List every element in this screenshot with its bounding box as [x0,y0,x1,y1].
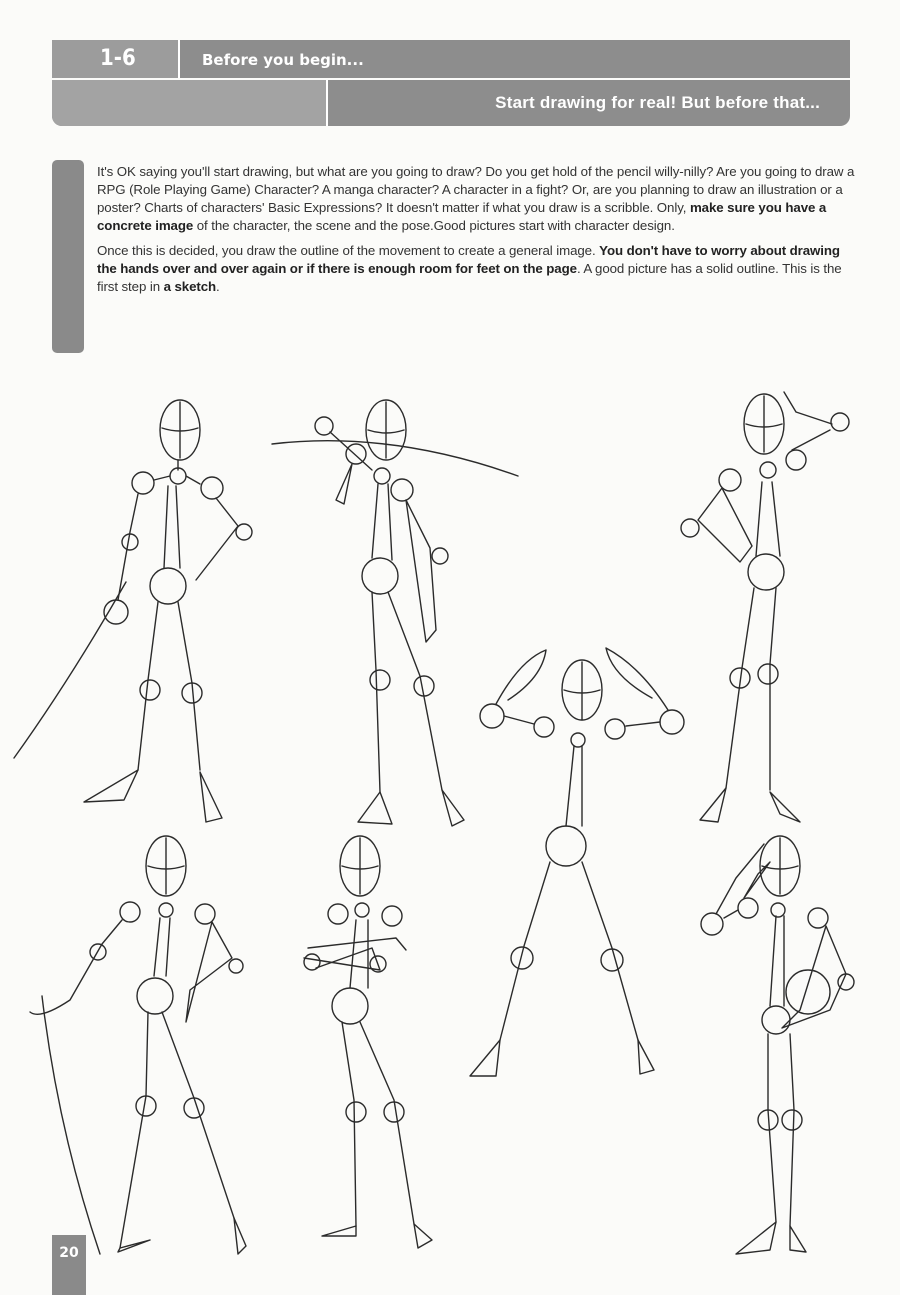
stick-figure-2 [272,400,518,826]
emphasis-text: make sure you have a concrete image [97,200,827,233]
stick-figure-6 [304,836,432,1248]
text-span: . [216,279,220,294]
header-top-band [52,40,850,78]
emphasis-text: a sketch [163,279,217,294]
section-number: 1-6 [52,40,180,78]
text-span: Once this is decided, you draw the outline of the movement to create a general image. [97,243,600,258]
page-number: 20 [52,1235,86,1295]
section-header [52,40,850,128]
header-left-block [52,80,328,126]
header-bottom-band [52,80,850,126]
intro-text [97,163,857,303]
stick-figure-1 [14,400,252,822]
stick-figure-5 [30,836,246,1254]
intro-paragraph-1 [97,163,857,235]
emphasis-text: You don't have to worry about drawing the hands over and over again or if there is enough room for feet on the page [97,243,840,276]
section-title: Before you begin... [202,51,364,69]
section-subtitle: Start drawing for real! But before that... [495,93,820,112]
text-span: . A good picture has a solid outline. This is the first step in [97,261,842,294]
intro-paragraph-2 [97,242,857,296]
text-span: It's OK saying you'll start drawing, but what are you going to draw? Do you get hold of the pencil willy-nilly? Are you going to draw a RPG (Role Playing Game) Character? A manga character? A character in a fight? Or, are you planning to draw an illustration or a poster? Charts of characters' Basic Expressions? It doesn't matter if what you draw is a scribble. Only, [97,164,855,215]
text-span: of the character, the scene and the pose.Good pictures start with character design. [193,218,675,233]
figure-sketches [0,385,900,1265]
stick-figure-4 [470,648,684,1076]
stick-figure-3 [681,392,849,822]
intro-side-bar [52,160,84,353]
stick-figure-7 [701,836,854,1254]
